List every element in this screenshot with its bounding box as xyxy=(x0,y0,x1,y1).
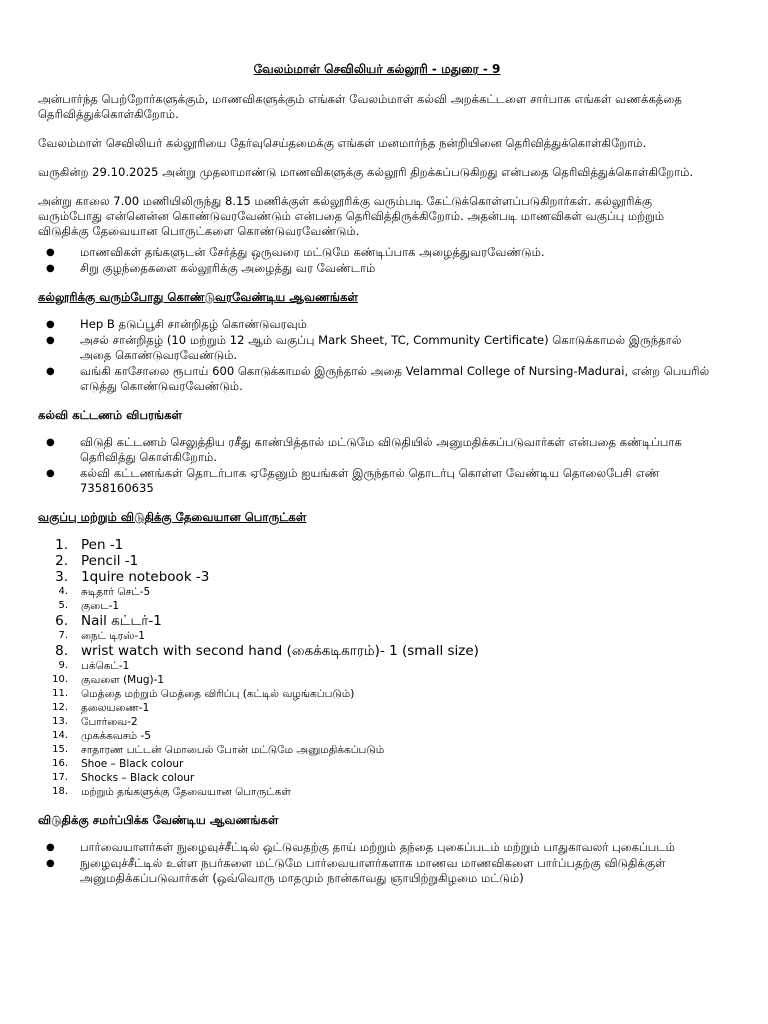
list-item xyxy=(38,537,716,553)
fees-list xyxy=(38,435,716,496)
item-number: 14. xyxy=(52,730,68,741)
item-text: போர்வை-2 xyxy=(81,716,138,728)
item-number: 16. xyxy=(52,758,68,769)
list-item xyxy=(38,687,716,701)
list-item: ● பார்வையாளர்கள் நுழைவுச்சீட்டில் ஒட்டுவதற்கு தாய் மற்றும் தந்தை புகைப்படம் மற்றும் பாதுகாவலர் புகைப்படம் xyxy=(66,840,716,855)
list-item xyxy=(38,673,716,687)
item-number: 13. xyxy=(52,716,68,727)
list-item: ● கல்வி கட்டணங்கள் தொடர்பாக ஏதேனும் ஐயங்கள் இருந்தால் தொடர்பு கொள்ள வேண்டிய தொலைபேசி எண் 7358160635 xyxy=(66,466,716,496)
item-text: Shocks – Black colour xyxy=(81,772,195,784)
item-number: 3. xyxy=(55,569,68,585)
list-item xyxy=(38,613,716,629)
intro-bullet-list xyxy=(38,245,716,276)
item-text: Pencil -1 xyxy=(81,553,139,569)
list-item: ● விடுதி கட்டணம் செலுத்திய ரசீது காண்பித்தால் மட்டுமே விடுதியில் அனுமதிக்கப்படுவார்கள் என்பதை கண்டிப்பாக தெரிவித்து கொள்கிறோம். xyxy=(66,435,716,465)
item-number: 17. xyxy=(52,772,68,783)
item-text: மெத்தை மற்றும் மெத்தை விரிப்பு (கட்டில் வழங்கப்படும்) xyxy=(81,688,355,700)
item-number: 7. xyxy=(58,630,68,641)
supplies-list xyxy=(38,537,716,799)
item-number: 10. xyxy=(52,674,68,685)
item-number: 4. xyxy=(58,586,68,597)
list-item xyxy=(38,553,716,569)
list-item: ● Hep B தடுப்பூசி சான்றிதழ் கொண்டுவரவும் xyxy=(66,317,716,332)
item-text: wrist watch with second hand (கைக்கடிகாரம்)- 1 (small size) xyxy=(81,643,479,659)
item-number: 11. xyxy=(52,688,68,699)
list-item: ● அசல் சான்றிதழ் (10 மற்றும் 12 ஆம் வகுப்பு Mark Sheet, TC, Community Certificate) கொடுக்காமல் இருந்தால் அதை கொண்டுவரவேண்டும். xyxy=(66,333,716,363)
item-text: சாதாரண பட்டன் மொபைல் போன் மட்டுமே அனுமதிக்கப்படும் xyxy=(81,744,385,756)
list-item xyxy=(38,729,716,743)
item-text: Nail கட்டர்-1 xyxy=(81,613,162,629)
item-number: 5. xyxy=(58,600,68,611)
item-text: தலையணை-1 xyxy=(81,702,150,714)
item-number: 12. xyxy=(52,702,68,713)
thanks-paragraph: வேலம்மாள் செவிலியர் கல்லூரியை தேர்வுசெய்தமைக்கு எங்கள் மனமார்ந்த நன்றியினை தெரிவித்துக்கொள்கிறோம். xyxy=(38,136,647,150)
list-item xyxy=(38,629,716,643)
fees-heading: கல்வி கட்டணம் விபரங்கள் xyxy=(38,408,183,422)
item-text: குவளை (Mug)-1 xyxy=(81,674,165,686)
list-item xyxy=(38,569,716,585)
list-item: ● மாணவிகள் தங்களுடன் சேர்த்து ஒருவரை மட்டுமே கண்டிப்பாக அழைத்துவரவேண்டும். xyxy=(66,245,716,260)
document-title: வேலம்மாள் செவிலியர் கல்லூரி - மதுரை - 9 xyxy=(253,62,501,76)
greeting-paragraph: அன்பார்ந்த பெற்றோர்களுக்கும், மாணவிகளுக்கும் எங்கள் வேலம்மாள் கல்வி அறக்கட்டளை சார்பாக எங்கள் வணக்கத்தை தெரிவித்துக்கொள்கிறோம். xyxy=(38,92,682,121)
item-text: சுடிதார் செட்-5 xyxy=(81,586,151,598)
item-text: Pen -1 xyxy=(81,537,124,553)
list-item xyxy=(38,599,716,613)
item-number: 2. xyxy=(55,553,68,569)
item-number: 15. xyxy=(52,744,68,755)
list-item xyxy=(38,585,716,599)
item-number: 9. xyxy=(58,660,68,671)
supplies-heading: வகுப்பு மற்றும் விடுதிக்கு தேவையான பொருட்கள் xyxy=(38,510,307,524)
documents-heading: கல்லூரிக்கு வரும்போது கொண்டுவரவேண்டிய ஆவணங்கள் xyxy=(38,290,358,304)
list-item xyxy=(38,701,716,715)
list-item: ● நுழைவுச்சீட்டில் உள்ள நபர்களை மட்டுமே பார்வையாளர்களாக மாணவ மாணவிகளை பார்ப்பதற்கு விடுதிக்குள் அனுமதிக்கப்படுவார்கள் (ஒவ்வொரு மாதமும் நான்காவது ஞாயிற்றுகிழமை மட்டும்) xyxy=(66,856,716,886)
item-text: குடை-1 xyxy=(81,600,120,612)
list-item xyxy=(38,659,716,673)
item-text: பக்கெட்-1 xyxy=(81,660,130,672)
item-text: நைட் டிரஸ்-1 xyxy=(81,630,145,642)
item-number: 8. xyxy=(55,643,68,659)
item-text: Shoe – Black colour xyxy=(81,758,184,770)
list-item: ● சிறு குழந்தைகளை கல்லூரிக்கு அழைத்து வர வேண்டாம் xyxy=(66,261,716,276)
item-number: 1. xyxy=(55,537,68,553)
item-number: 6. xyxy=(55,613,68,629)
list-item: ● வங்கி காசோலை ரூபாய் 600 கொடுக்காமல் இருந்தால் அதை Velammal College of Nursing-Madurai, என்ற பெயரில் எடுத்து கொண்டுவரவேண்டும். xyxy=(66,364,716,394)
arrival-time-paragraph: அன்று காலை 7.00 மணியிலிருந்து 8.15 மணிக்குள் கல்லூரிக்கு வரும்படி கேட்டுக்கொள்ளப்படுகிறார்கள். கல்லூரிக்கு வரும்போது என்னென்ன கொண்டுவரவேண்டும் என்பதை தெரிவித்திருக்கிறோம். அதன்படி மாணவிகள் வகுப்பு மற்றும் விடுதிக்கு தேவையான பொருட்களை கொண்டுவரவேண்டும். xyxy=(38,194,665,238)
item-text: முகக்கவசம் -5 xyxy=(81,730,151,742)
hostel-documents-heading: விடுதிக்கு சமர்ப்பிக்க வேண்டிய ஆவணங்கள் xyxy=(38,813,279,827)
list-item xyxy=(38,757,716,771)
item-text: 1quire notebook -3 xyxy=(81,569,210,585)
list-item xyxy=(38,771,716,785)
item-number: 18. xyxy=(52,786,68,797)
hostel-documents-list xyxy=(38,840,716,886)
list-item xyxy=(38,743,716,757)
item-text: மற்றும் தங்களுக்கு தேவையான பொருட்கள் xyxy=(81,786,291,798)
opening-date-paragraph: வருகின்ற 29.10.2025 அன்று முதலாமாண்டு மாணவிகளுக்கு கல்லூரி திறக்கப்படுகிறது என்பதை தெரிவித்துக்கொள்கிறோம். xyxy=(38,165,694,179)
list-item xyxy=(38,715,716,729)
list-item xyxy=(38,643,716,659)
documents-list xyxy=(38,317,716,394)
list-item xyxy=(38,785,716,799)
